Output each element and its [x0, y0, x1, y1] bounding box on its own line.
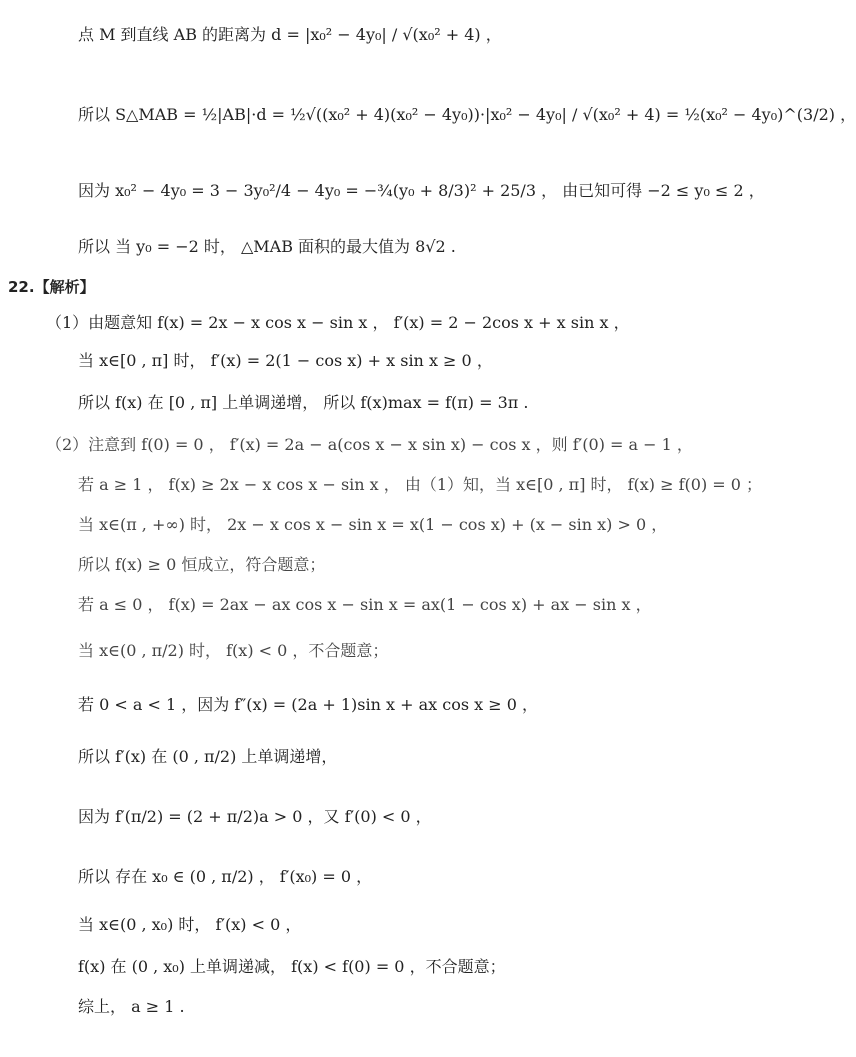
text-line: 当 x∈(0 , π/2) 时， f(x) < 0 ，不合题意；: [78, 641, 389, 660]
text-line: 当 x∈(π , +∞) 时， 2x − x cos x − sin x = x(1 − cos x) + (x − sin x) > 0 ，: [78, 515, 668, 534]
text-line: （2）注意到 f(0) = 0 ， f′(x) = 2a − a(cos x − x sin x) − cos x ，则 f′(0) = a − 1 ，: [46, 435, 693, 454]
text-line: 因为 x₀² − 4y₀ = 3 − 3y₀²/4 − 4y₀ = −¾(y₀ + 8/3)² + 25/3 ， 由已知可得 −2 ≤ y₀ ≤ 2 ，: [78, 181, 765, 200]
text-line: 所以 f(x) 在 [0 , π] 上单调递增， 所以 f(x)max = f(π) = 3π .: [78, 393, 529, 412]
text-line: f(x) 在 (0 , x₀) 上单调递减， f(x) < f(0) = 0 ，不合题意；: [78, 957, 506, 976]
text-line: 当 x∈[0 , π] 时， f′(x) = 2(1 − cos x) + x sin x ≥ 0 ，: [78, 351, 493, 370]
text-line: 综上， a ≥ 1 .: [78, 997, 185, 1016]
text-line: （1）由题意知 f(x) = 2x − x cos x − sin x ， f′(x) = 2 − 2cos x + x sin x ，: [46, 313, 630, 332]
text-line: 若 a ≥ 1 ， f(x) ≥ 2x − x cos x − sin x ， 由（1）知，当 x∈[0 , π] 时， f(x) ≥ f(0) = 0 ；: [78, 475, 763, 494]
section-heading: 22.【解析】: [8, 278, 95, 296]
text-line: 所以 f′(x) 在 (0 , π/2) 上单调递增，: [78, 747, 338, 766]
text-line: 所以 f(x) ≥ 0 恒成立，符合题意；: [78, 555, 326, 574]
text-line: 所以 存在 x₀ ∈ (0 , π/2) ， f′(x₀) = 0 ，: [78, 867, 373, 886]
text-line: 若 0 < a < 1 ，因为 f″(x) = (2a + 1)sin x + ax cos x ≥ 0 ，: [78, 695, 538, 714]
text-line: 点 M 到直线 AB 的距离为 d = |x₀² − 4y₀| / √(x₀² + 4) ，: [78, 25, 502, 44]
text-line: 当 x∈(0 , x₀) 时， f′(x) < 0 ，: [78, 915, 302, 934]
text-line: 所以 S△MAB = ½|AB|·d = ½√((x₀² + 4)(x₀² − 4y₀))·|x₀² − 4y₀| / √(x₀² + 4) = ½(x₀² − 4y₀)^(3/2) ，: [78, 105, 856, 124]
text-line: 若 a ≤ 0 ， f(x) = 2ax − ax cos x − sin x = ax(1 − cos x) + ax − sin x ，: [78, 595, 652, 614]
text-line: 因为 f′(π/2) = (2 + π/2)a > 0 ，又 f′(0) < 0 ，: [78, 807, 432, 826]
text-line: 所以 当 y₀ = −2 时， △MAB 面积的最大值为 8√2 .: [78, 237, 456, 256]
